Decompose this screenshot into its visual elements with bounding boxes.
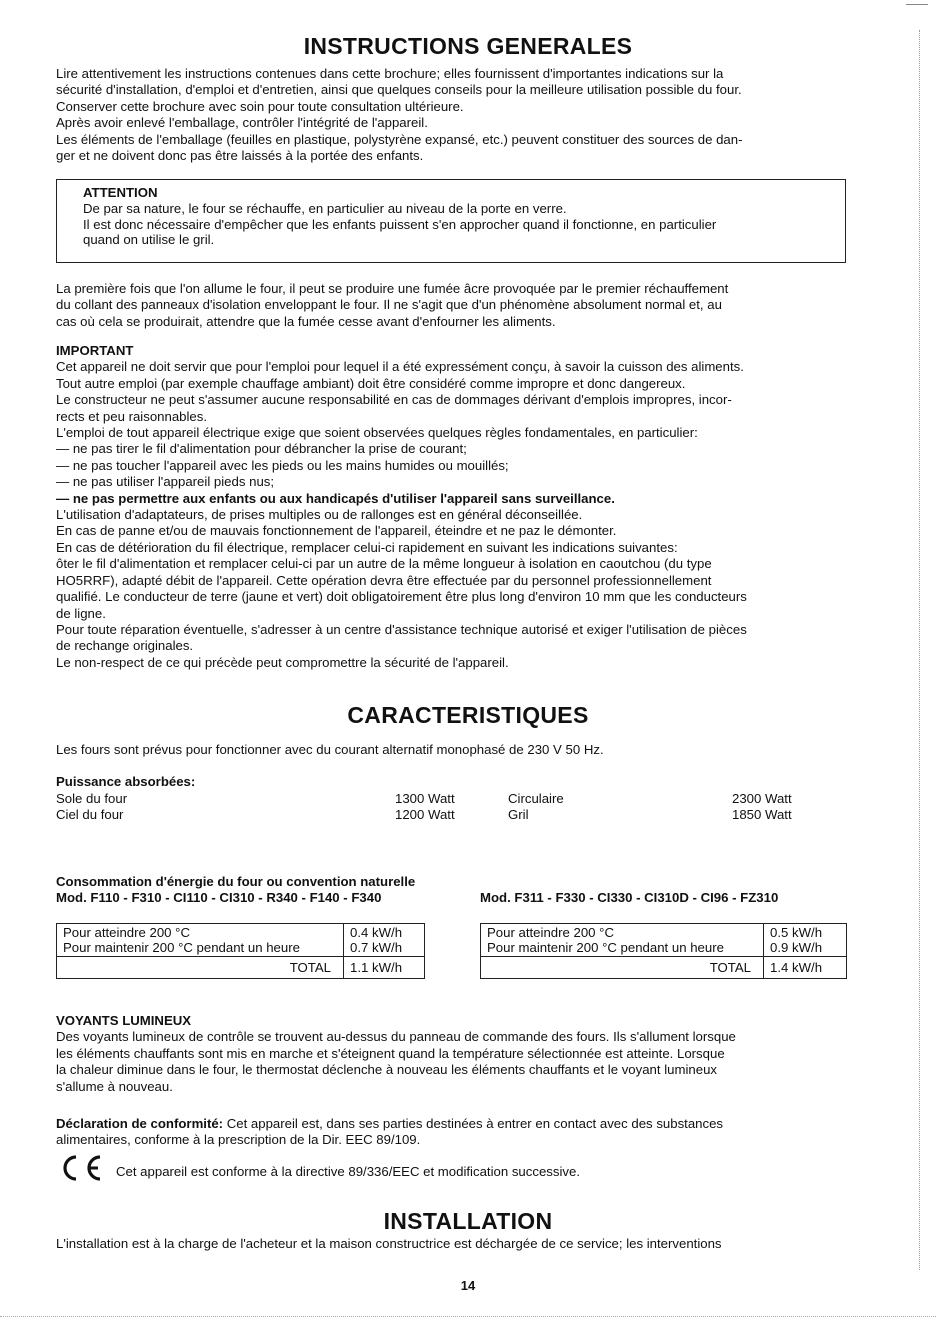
- row1-label: Pour atteindre 200 °C: [63, 925, 190, 940]
- table-row: [481, 957, 847, 979]
- important-line: Tout autre emploi (par exemple chauffage ambiant) doit être considéré comme impropre et donc dangereux.: [56, 375, 686, 391]
- total-value: 1.1 kW/h: [344, 957, 425, 979]
- row2-value: 0.9 kW/h: [770, 940, 823, 955]
- important-section: [56, 343, 848, 671]
- row1-label: Pour atteindre 200 °C: [487, 925, 614, 940]
- important-line: rects et peu raisonnables.: [56, 408, 208, 424]
- declaration-text: Cet appareil est, dans ses parties destinées à entrer en contact avec des substances: [223, 1116, 724, 1131]
- title-caracteristiques: CARACTERISTIQUES: [347, 702, 589, 728]
- attention-line: De par sa nature, le four se réchauffe, en particulier au niveau de la porte en verre.: [83, 200, 567, 216]
- first-use-paragraph: [56, 281, 848, 330]
- power-value: 1300 Watt: [395, 791, 455, 806]
- declaration-heading: Déclaration de conformité:: [56, 1116, 224, 1131]
- power-value: 2300 Watt: [732, 791, 792, 806]
- intro-line: Après avoir enlevé l'emballage, contrôler l'intégrité de l'appareil.: [56, 115, 428, 131]
- voyants-line: s'allume à nouveau.: [56, 1078, 173, 1094]
- attention-heading: ATTENTION: [83, 185, 158, 200]
- important-line: de ligne.: [56, 605, 106, 621]
- intro-line: ger et ne doivent donc pas être laissés à la portée des enfants.: [56, 148, 424, 164]
- important-line: En cas de détérioration du fil électrique, remplacer celui-ci rapidement en suivant les indications suivantes:: [56, 539, 678, 555]
- row2-value: 0.7 kW/h: [350, 940, 403, 955]
- important-line: HO5RRF), adapté débit de l'appareil. Cette opération devra être effectuée par du personnel professionnellement: [56, 572, 712, 588]
- total-label: TOTAL: [481, 957, 764, 979]
- table-cell-label: [481, 924, 764, 957]
- attention-line: Il est donc nécessaire d'empêcher que les enfants puissent s'en approcher quand il fonctionne, en particulier: [83, 216, 717, 232]
- voyants-section: [56, 1013, 848, 1095]
- row2-label: Pour maintenir 200 °C pendant un heure: [487, 940, 724, 955]
- intro-line: sécurité d'installation, d'emploi et d'entretien, ainsi que quelques conseils pour la meilleure utilisation possible du four.: [56, 82, 742, 98]
- row1-value: 0.4 kW/h: [350, 925, 403, 940]
- important-bold-line: — ne pas permettre aux enfants ou aux handicapés d'utiliser l'appareil sans surveillance.: [56, 490, 615, 506]
- power-heading: Puissance absorbées:: [56, 774, 196, 789]
- ce-mark-icon: [56, 1153, 108, 1183]
- important-line: L'utilisation d'adaptateurs, de prises multiples ou de rallonges est en général déconseillée.: [56, 507, 583, 523]
- installation-line: L'installation est à la charge de l'acheteur et la maison constructrice est déchargée de ce service; les interventions: [56, 1236, 722, 1251]
- row1-value: 0.5 kW/h: [770, 925, 823, 940]
- first-use-line: du collant des panneaux d'isolation enveloppant le four. Il ne s'agit que d'un phénomène absolument normal et, au: [56, 297, 722, 313]
- attention-box: [56, 179, 846, 263]
- power-label: Gril: [508, 807, 529, 822]
- page-number: 14: [460, 1278, 476, 1293]
- intro-line: Les éléments de l'emballage (feuilles en plastique, polystyrène expansé, etc.) peuvent constituer des sources de dan-: [56, 131, 743, 147]
- table-row: [57, 957, 425, 979]
- voyants-heading: VOYANTS LUMINEUX: [56, 1013, 192, 1028]
- important-line: Cet appareil ne doit servir que pour l'emploi pour lequel il a été expressément conçu, à savoir la cuisson des aliments.: [56, 359, 744, 375]
- consumption-table-right: [480, 923, 847, 979]
- power-label: Circulaire: [508, 791, 564, 806]
- model-list-right: Mod. F311 - F330 - CI330 - CI310D - CI96 - FZ310: [480, 890, 779, 905]
- consumption-table-left: [56, 923, 425, 979]
- power-label: Sole du four: [56, 791, 128, 806]
- intro-line: Conserver cette brochure avec soin pour toute consultation ultérieure.: [56, 98, 464, 114]
- intro-paragraph: [56, 66, 848, 164]
- intro-line: Lire attentivement les instructions contenues dans cette brochure; elles fournissent d'importantes indications sur la: [56, 66, 724, 81]
- important-heading: IMPORTANT: [56, 343, 134, 358]
- attention-line: quand on utilise le gril.: [83, 232, 215, 248]
- title-instructions-generales: INSTRUCTIONS GENERALES: [303, 33, 633, 59]
- caracteristiques-intro: Les fours sont prévus pour fonctionner avec du courant alternatif monophasé de 230 V 50 Hz.: [56, 742, 604, 757]
- ce-text: Cet appareil est conforme à la directive 89/336/EEC et modification successive.: [116, 1164, 580, 1179]
- table-cell-label: [57, 924, 344, 957]
- power-value: 1850 Watt: [732, 807, 792, 822]
- scan-bottom-edge: [0, 1316, 936, 1317]
- model-list-left: Mod. F110 - F310 - CI110 - CI310 - R340 - F140 - F340: [56, 890, 382, 905]
- table-row: [57, 924, 425, 957]
- voyants-line: les éléments chauffants sont mis en marche et s'éteignent quand la température sélectionnée est atteinte. Lorsque: [56, 1045, 725, 1061]
- important-line: — ne pas utiliser l'appareil pieds nus;: [56, 474, 275, 490]
- declaration-line: alimentaires, conforme à la prescription de la Dir. EEC 89/109.: [56, 1132, 421, 1148]
- first-use-line: cas où cela se produirait, attendre que la fumée cesse avant d'enfourner les aliments.: [56, 313, 556, 329]
- important-line: qualifié. Le conducteur de terre (jaune et vert) doit obligatoirement être plus long d'environ 10 mm que les conducteurs: [56, 589, 747, 605]
- voyants-line: Des voyants lumineux de contrôle se trouvent au-dessus du panneau de commande des fours. Ils s'allument lorsque: [56, 1029, 736, 1045]
- scan-edge-mark: [906, 4, 928, 5]
- total-label: TOTAL: [57, 957, 344, 979]
- title-installation: INSTALLATION: [383, 1208, 553, 1234]
- important-line: ôter le fil d'alimentation et remplacer celui-ci par un autre de la même longueur à isolation en caoutchou (du type: [56, 556, 712, 572]
- scan-edge-border: [913, 30, 920, 1270]
- table-cell-value: [764, 924, 847, 957]
- table-row: [481, 924, 847, 957]
- important-line: — ne pas toucher l'appareil avec les pieds ou les mains humides ou mouillés;: [56, 457, 509, 473]
- row2-label: Pour maintenir 200 °C pendant un heure: [63, 940, 300, 955]
- important-line: En cas de panne et/ou de mauvais fonctionnement de l'appareil, éteindre et ne paz le démonter.: [56, 523, 617, 539]
- important-line: — ne pas tirer le fil d'alimentation pour débrancher la prise de courant;: [56, 441, 467, 457]
- important-line: L'emploi de tout appareil électrique exige que soient observées quelques règles fondamentales, en particulier:: [56, 425, 698, 441]
- table-cell-value: [344, 924, 425, 957]
- important-line: Le constructeur ne peut s'assumer aucune responsabilité en cas de dommages dérivant d'emplois impropres, incor-: [56, 392, 732, 408]
- power-value: 1200 Watt: [395, 807, 455, 822]
- power-label: Ciel du four: [56, 807, 124, 822]
- total-value: 1.4 kW/h: [764, 957, 847, 979]
- important-line: Pour toute réparation éventuelle, s'adresser à un centre d'assistance technique autorisé et exiger l'utilisation de pièces: [56, 621, 747, 637]
- voyants-line: la chaleur diminue dans le four, le thermostat déclenche à nouveau les éléments chauffants et le voyant lumineux: [56, 1062, 717, 1078]
- declaration-paragraph: [56, 1116, 848, 1149]
- important-line: de rechange originales.: [56, 638, 194, 654]
- consumption-heading: Consommation d'énergie du four ou convention naturelle: [56, 874, 416, 889]
- first-use-line: La première fois que l'on allume le four, il peut se produire une fumée âcre provoquée par le premier réchauffement: [56, 281, 729, 296]
- important-line: Le non-respect de ce qui précède peut compromettre la sécurité de l'appareil.: [56, 654, 509, 670]
